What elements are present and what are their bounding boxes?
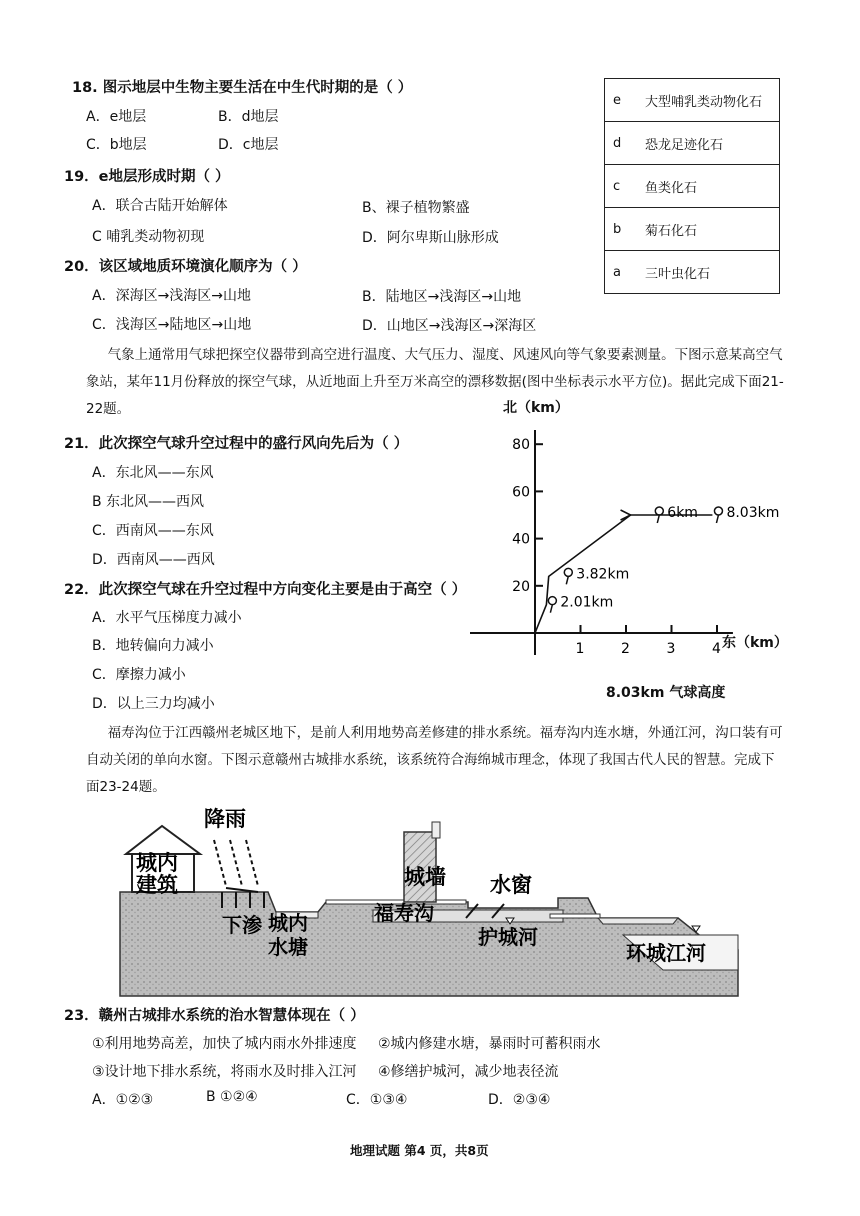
label-seep: 下渗 bbox=[222, 913, 262, 937]
label-moat: 护城河 bbox=[478, 925, 538, 949]
rain-arrows bbox=[214, 840, 258, 886]
q22-option-b: B．地转偏向力减小 bbox=[92, 638, 214, 654]
passage-balloon: 气象上通常用气球把探空仪器带到高空进行温度、大气压力、湿度、风速风向等气象要素测量。下图示意某高空气象站，某年11月份释放的探空气球，从近地面上升至万米高空的漂移数据(图中坐标表示水平方位)。据此完成下面21-22题。 bbox=[86, 347, 784, 417]
strata-row bbox=[605, 208, 780, 251]
stratum-letter: e bbox=[605, 79, 638, 122]
page-footer: 地理试题 第4 页，共8页 bbox=[350, 1143, 489, 1158]
q19-option-a: A．联合古陆开始解体 bbox=[92, 198, 228, 214]
balloon-marker bbox=[548, 597, 556, 605]
q21-stem: 21．此次探空气球升空过程中的盛行风向先后为（ ） bbox=[64, 436, 409, 452]
balloon-marker bbox=[564, 568, 572, 576]
x-axis-label: 东（km） bbox=[722, 635, 788, 651]
q23-statement-3: ③设计地下排水系统，将雨水及时排入江河 bbox=[92, 1064, 357, 1080]
label-pond: 城内水塘 bbox=[268, 911, 308, 959]
strata-row bbox=[605, 122, 780, 165]
balloon-height-label: 3.82km bbox=[576, 566, 630, 583]
label-wall: 城墙 bbox=[404, 865, 446, 889]
chart-marks bbox=[535, 505, 779, 633]
x-tick-label: 3 bbox=[666, 641, 676, 657]
q23-statement-2: ②城内修建水塘，暴雨时可蓄积雨水 bbox=[378, 1036, 601, 1052]
q18-stem: 18. 图示地层中生物主要生活在中生代时期的是（ ） bbox=[72, 80, 413, 96]
q20-option-b: B．陆地区→浅海区→山地 bbox=[362, 289, 522, 305]
balloon-marker bbox=[714, 507, 722, 515]
y-tick-label: 80 bbox=[512, 437, 530, 454]
q20-option-d: D．山地区→浅海区→深海区 bbox=[362, 318, 537, 334]
q21-option-d: D．西南风——西风 bbox=[92, 552, 215, 568]
chart-caption: 8.03km 气球高度 bbox=[606, 685, 726, 701]
stratum-fossil: 鱼类化石 bbox=[637, 165, 780, 208]
stratum-letter: b bbox=[605, 208, 638, 251]
balloon-string bbox=[550, 605, 552, 613]
y-tick-label: 20 bbox=[512, 578, 530, 595]
q23-option-c: C．①③④ bbox=[346, 1092, 408, 1108]
q23-statement-1: ①利用地势高差，加快了城内雨水外排速度 bbox=[92, 1036, 357, 1052]
q19-option-d: D．阿尔卑斯山脉形成 bbox=[362, 230, 499, 246]
q19-option-c: C 哺乳类动物初现 bbox=[92, 229, 205, 245]
house-roof bbox=[126, 826, 200, 854]
stratum-fossil: 恐龙足迹化石 bbox=[637, 122, 780, 165]
balloon-string bbox=[716, 515, 718, 523]
stratum-fossil: 大型哺乳类动物化石 bbox=[637, 79, 780, 122]
q19-option-b: B、裸子植物繁盛 bbox=[362, 200, 470, 216]
balloon-string bbox=[657, 515, 659, 523]
y-axis-label: 北（km） bbox=[503, 400, 569, 416]
x-tick-label: 2 bbox=[621, 641, 630, 657]
moat-water bbox=[598, 918, 678, 924]
x-tick-label: 4 bbox=[712, 641, 721, 657]
q23-statement-4: ④修缮护城河，减少地表径流 bbox=[378, 1064, 559, 1080]
wall-top bbox=[432, 822, 440, 838]
strata-table bbox=[604, 78, 780, 294]
q23-option-a: A．①②③ bbox=[92, 1092, 154, 1108]
stratum-letter: d bbox=[605, 122, 638, 165]
q20-option-c: C．浅海区→陆地区→山地 bbox=[92, 317, 252, 333]
label-river: 环城江河 bbox=[626, 941, 706, 965]
q18-option-d: D．c地层 bbox=[218, 137, 279, 153]
q21-option-b: B 东北风——西风 bbox=[92, 494, 205, 510]
q18-option-a: A．e地层 bbox=[86, 109, 147, 125]
passage-drainage: 福寿沟位于江西赣州老城区地下，是前人利用地势高差修建的排水系统。福寿沟内连水塘，外通江河，沟口装有可自动关闭的单向水窗。下图示意赣州古城排水系统，该系统符合海绵城市理念，体现了我国古代人民的智慧。完成下面23-24题。 bbox=[86, 725, 783, 795]
q22-option-c: C．摩擦力减小 bbox=[92, 667, 186, 683]
q20-stem: 20．该区域地质环境演化顺序为（ ） bbox=[64, 259, 307, 275]
q20-option-a: A．深海区→浅海区→山地 bbox=[92, 288, 252, 304]
q21-option-c: C．西南风——东风 bbox=[92, 523, 214, 539]
strata-row bbox=[605, 79, 780, 122]
stratum-fossil: 三叶虫化石 bbox=[637, 251, 780, 294]
balloon-height-label: 6km bbox=[667, 505, 698, 521]
q18-option-b: B．d地层 bbox=[218, 109, 279, 125]
label-window: 水窗 bbox=[490, 873, 532, 897]
y-tick-label: 40 bbox=[512, 531, 530, 548]
x-tick-label: 1 bbox=[575, 641, 585, 657]
strata-row bbox=[605, 165, 780, 208]
stratum-letter: c bbox=[605, 165, 638, 208]
drainage-diagram bbox=[118, 800, 740, 998]
q22-option-a: A．水平气压梯度力减小 bbox=[92, 610, 242, 626]
road-slab bbox=[550, 914, 600, 918]
label-building: 城内建筑 bbox=[136, 851, 178, 897]
balloon-marker bbox=[655, 507, 663, 515]
label-ditch: 福寿沟 bbox=[374, 901, 434, 925]
balloon-drift-chart bbox=[460, 395, 790, 715]
balloon-string bbox=[566, 576, 568, 584]
q19-stem: 19．e地层形成时期（ ） bbox=[64, 169, 230, 185]
stratum-letter: a bbox=[605, 251, 638, 294]
q23-option-b: B ①②④ bbox=[206, 1089, 258, 1105]
q22-option-d: D．以上三力均减小 bbox=[92, 696, 215, 712]
label-rain: 降雨 bbox=[204, 807, 246, 831]
q18-option-c: C．b地层 bbox=[86, 137, 147, 153]
strata-row bbox=[605, 251, 780, 294]
q22-stem: 22．此次探空气球在升空过程中方向变化主要是由于高空（ ） bbox=[64, 582, 467, 598]
q23-option-d: D．②③④ bbox=[488, 1092, 551, 1108]
stratum-fossil: 菊石化石 bbox=[637, 208, 780, 251]
chart-axes bbox=[470, 430, 733, 657]
q23-stem: 23．赣州古城排水系统的治水智慧体现在（ ） bbox=[64, 1008, 365, 1024]
y-tick-label: 60 bbox=[512, 484, 530, 501]
balloon-height-label: 2.01km bbox=[560, 594, 614, 611]
balloon-height-label: 8.03km bbox=[726, 505, 780, 521]
q21-option-a: A．东北风——东风 bbox=[92, 465, 214, 481]
